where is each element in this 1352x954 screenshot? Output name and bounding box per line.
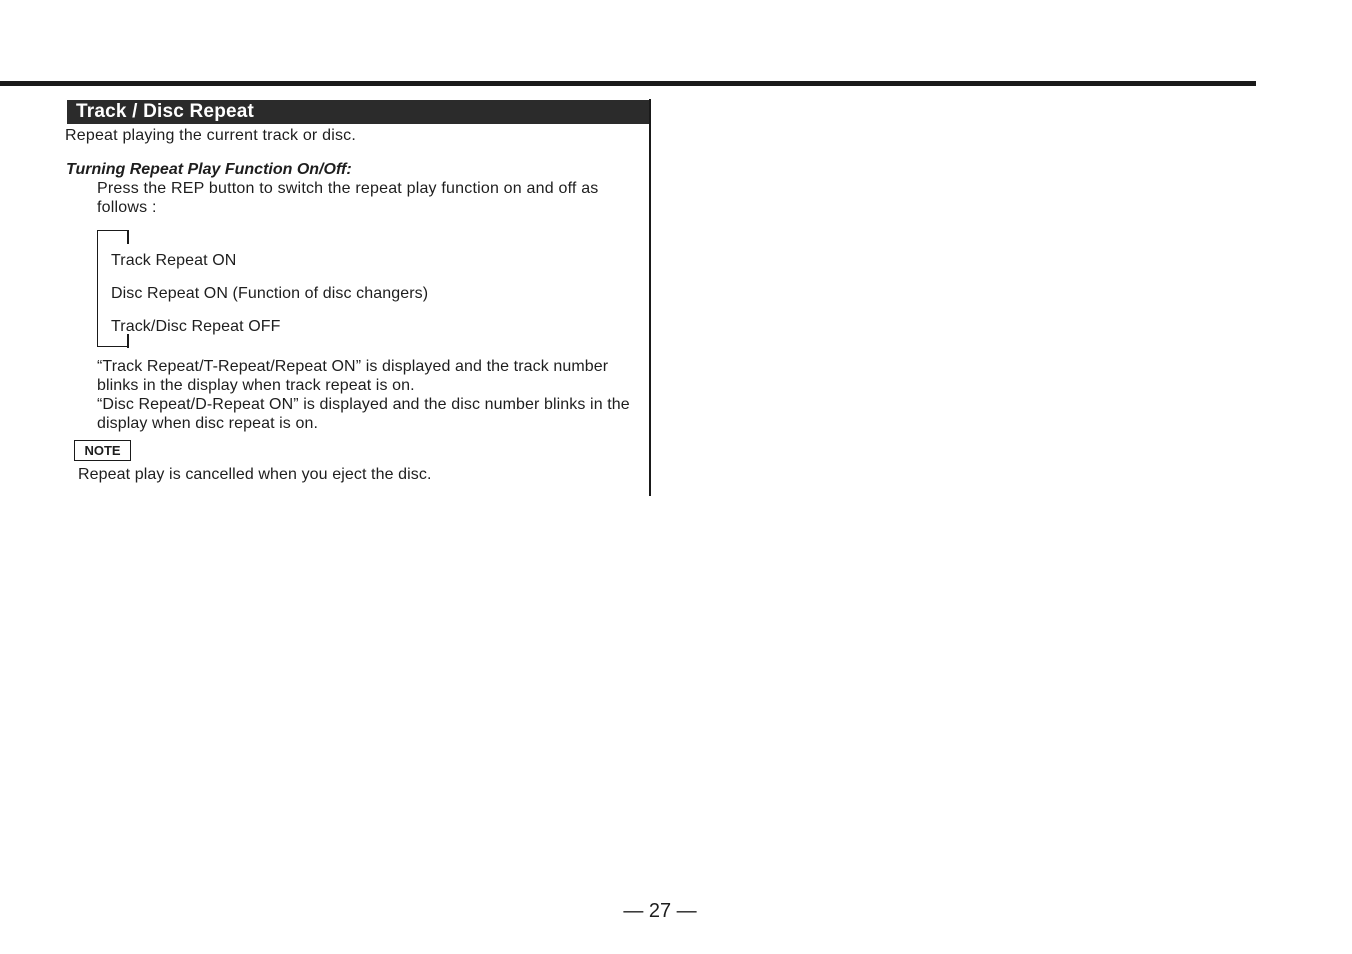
instruction-text: Press the REP button to switch the repeat play function on and off as follows :: [97, 180, 599, 216]
section-intro: Repeat playing the current track or disc.: [65, 127, 357, 144]
section-title: Track / Disc Repeat: [67, 100, 649, 124]
cycle-tick-top: [127, 230, 129, 244]
note-label: NOTE: [74, 440, 131, 461]
top-rule-left: [0, 81, 676, 86]
repeat-cycle-diagram: [97, 230, 517, 350]
display-note-track: “Track Repeat/T-Repeat/Repeat ON” is displayed and the track number blinks in the display when track repeat is on.: [97, 358, 609, 394]
cycle-item-disc-repeat-on: Disc Repeat ON (Function of disc changers): [111, 285, 429, 302]
note-text: Repeat play is cancelled when you eject the disc.: [78, 466, 432, 483]
cycle-item-track-repeat-on: Track Repeat ON: [111, 252, 237, 269]
display-note-disc: “Disc Repeat/D-Repeat ON” is displayed and the disc number blinks in the display when disc repeat is on.: [97, 396, 630, 432]
section-subheading: Turning Repeat Play Function On/Off:: [66, 161, 352, 178]
top-rule-right: [676, 81, 1256, 86]
display-notes: [97, 357, 645, 433]
cycle-item-repeat-off: Track/Disc Repeat OFF: [111, 318, 281, 335]
page-number: — 27 —: [623, 900, 697, 922]
track-disc-repeat-section: [65, 99, 651, 496]
